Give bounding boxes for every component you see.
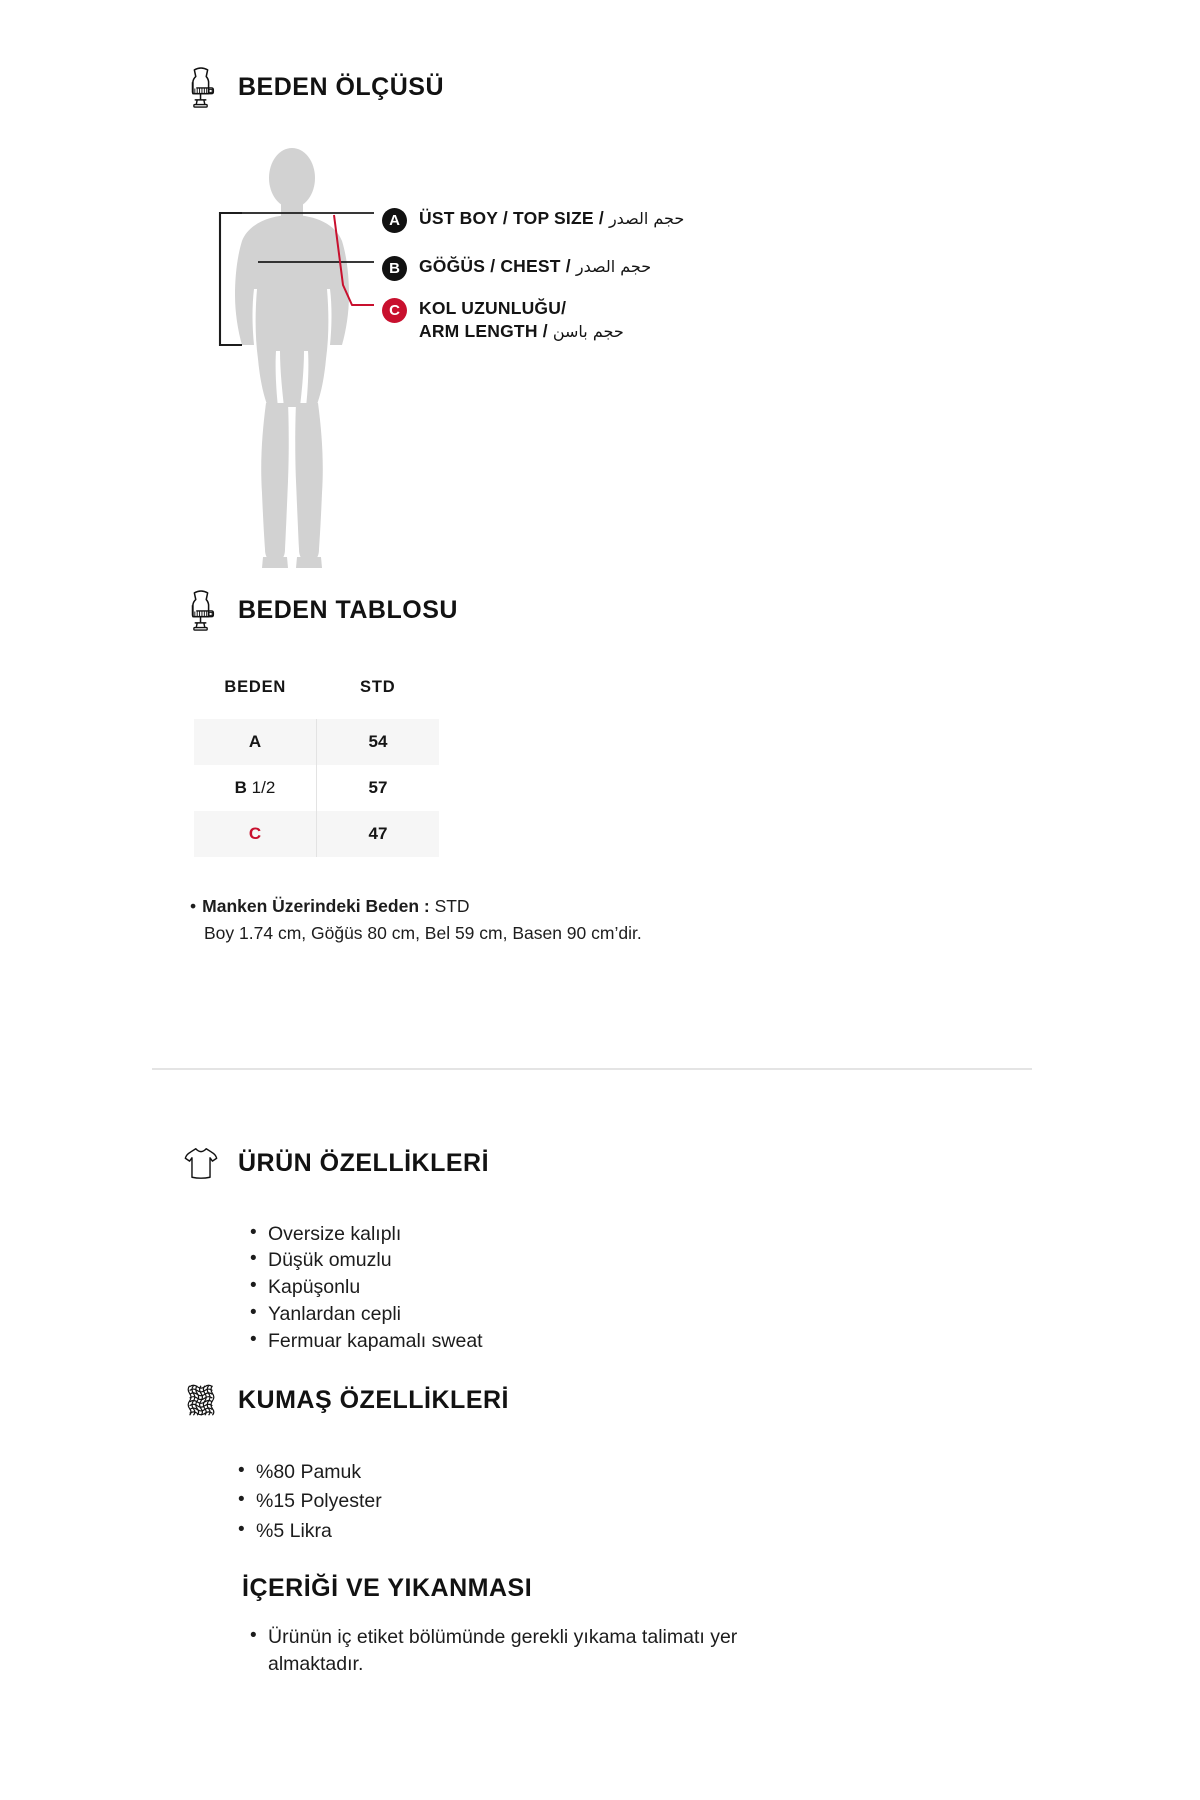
- cell-value-c: 47: [317, 811, 440, 857]
- fabric-features-list: [182, 1458, 1142, 1547]
- table-row: [194, 719, 439, 765]
- washing-title: İÇERİĞİ VE YIKANMASI: [242, 1573, 533, 1602]
- callout-c-label: KOL UZUNLUĞU/ ARM LENGTH / حجم باسن: [419, 297, 624, 341]
- body-figure-diagram: [202, 145, 922, 575]
- callout-b-label: GÖĞÜS / CHEST / حجم الصدر: [419, 255, 652, 276]
- list-item: [250, 1624, 1200, 1679]
- mannequin-measuring-tape-icon: [182, 588, 220, 632]
- size-table-section: [182, 575, 1142, 947]
- size-table-heading: [182, 575, 1142, 646]
- callout-c: [382, 297, 624, 343]
- list-item: • Fermuar kapamalı sweat: [250, 1328, 1142, 1355]
- table-row: [194, 765, 439, 811]
- tshirt-icon: [182, 1141, 220, 1185]
- cell-value-a: 54: [317, 719, 440, 765]
- fabric-features-title: KUMAŞ ÖZELLİKLERİ: [238, 1385, 509, 1414]
- model-size-value: STD: [429, 895, 470, 916]
- model-size-label: Manken Üzerindeki Beden :: [202, 895, 430, 916]
- washing-line-1: Ürünün iç etiket bölümünde gerekli yıkama talimatı yer: [268, 1625, 738, 1648]
- cell-size-b-fraction: 1/2: [251, 777, 276, 797]
- callout-a-arabic: حجم الصدر: [608, 208, 685, 228]
- list-item: • Yanlardan cepli: [250, 1301, 1142, 1328]
- callout-c-arabic: حجم باسن: [552, 321, 624, 341]
- list-item: • Oversize kalıplı: [250, 1221, 1142, 1248]
- badge-c-icon: C: [382, 298, 407, 323]
- washing-list: [242, 1624, 1200, 1679]
- cell-size-c: C: [194, 811, 317, 857]
- callout-a-label: ÜST BOY / TOP SIZE / حجم الصدر: [419, 207, 685, 228]
- section-divider: [152, 1068, 1032, 1070]
- cell-size-b: B 1/2: [194, 765, 317, 811]
- product-features-list: [182, 1221, 1142, 1356]
- product-features-heading: [182, 1128, 1142, 1199]
- list-item: • %15 Polyester: [238, 1487, 1142, 1517]
- callout-b: [382, 255, 651, 281]
- column-header-beden: BEDEN: [224, 677, 287, 696]
- cell-value-b: 57: [317, 765, 440, 811]
- fabric-features-heading: [182, 1365, 1142, 1436]
- bullet-icon: •: [190, 895, 197, 916]
- fabric-features-section: [182, 1365, 1142, 1546]
- list-item: • %5 Likra: [238, 1517, 1142, 1547]
- callout-b-arabic: حجم الصدر: [575, 256, 652, 276]
- product-features-section: [182, 1128, 1142, 1355]
- list-item: • Düşük omuzlu: [250, 1247, 1142, 1274]
- fabric-weave-icon: [182, 1378, 220, 1422]
- badge-a-icon: A: [382, 208, 407, 233]
- size-measure-heading: [182, 52, 1142, 123]
- callout-a: [382, 207, 684, 233]
- table-row: [194, 811, 439, 857]
- table-header-row: [194, 678, 439, 719]
- washing-line-2: almaktadır.: [268, 1653, 364, 1676]
- size-table: [194, 678, 439, 857]
- list-item: • Kapüşonlu: [250, 1274, 1142, 1301]
- size-table-title: BEDEN TABLOSU: [238, 595, 458, 624]
- washing-section: [242, 1553, 1200, 1679]
- product-features-title: ÜRÜN ÖZELLİKLERİ: [238, 1148, 490, 1177]
- badge-b-icon: B: [382, 256, 407, 281]
- size-measure-title: BEDEN ÖLÇÜSÜ: [238, 72, 445, 101]
- model-size-detail: Boy 1.74 cm, Göğüs 80 cm, Bel 59 cm, Basen 90 cm’dir.: [204, 922, 642, 943]
- column-header-std: STD: [360, 677, 396, 696]
- model-measurements-note: [190, 893, 1142, 947]
- mannequin-measuring-tape-icon: [182, 65, 220, 109]
- cell-size-a: A: [194, 719, 317, 765]
- size-measure-section: [182, 52, 1142, 575]
- list-item: • %80 Pamuk: [238, 1458, 1142, 1488]
